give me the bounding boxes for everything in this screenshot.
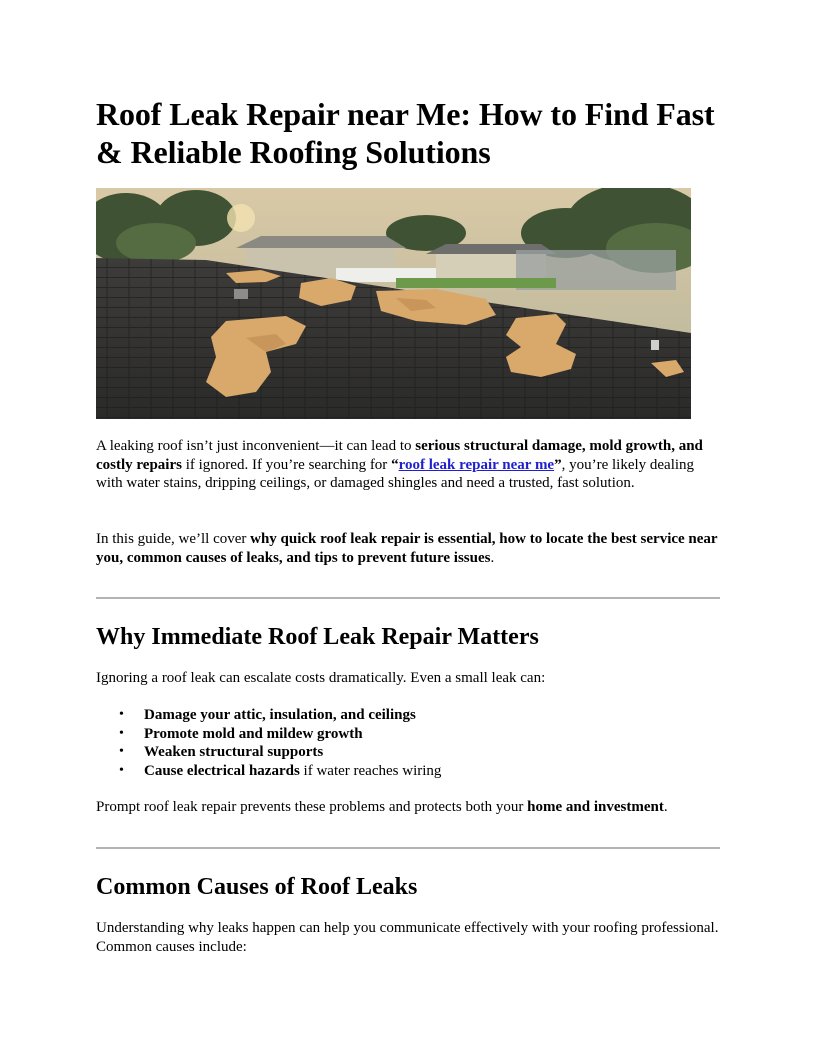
closing-text-1: Prompt roof leak repair prevents these problems and protects both your [96, 799, 528, 815]
intro-quote-open: “ [391, 456, 399, 473]
intro-text-1: A leaking roof isn’t just inconvenient—it can lead to [96, 438, 416, 454]
roof-leak-repair-link[interactable]: roof leak repair near me [398, 456, 555, 473]
bullet-icon: • [119, 725, 124, 741]
list-item-bold: Damage your attic, insulation, and ceilings [144, 707, 416, 723]
bullet-icon: • [119, 744, 124, 759]
guide-text-2: . [490, 549, 495, 566]
damaged-roof-photo [96, 188, 691, 419]
intro-text-3: , you’re likely dealing with water stains, dripping ceilings, or damaged shingles and need a trusted, fast solution. [96, 456, 695, 491]
list-item-bold: Promote mold and mildew growth [144, 725, 363, 742]
title-block [96, 95, 720, 171]
guide-paragraph [96, 530, 720, 567]
section-divider [96, 847, 720, 849]
section2-lead: Understanding why leaks happen can help you communicate effectively with your roofing professional. Common causes include: [96, 920, 719, 955]
section-heading-why: Why Immediate Roof Leak Repair Matters [96, 624, 539, 650]
section1-lead: Ignoring a roof leak can escalate costs dramatically. Even a small leak can: [96, 670, 546, 686]
bullet-icon: • [119, 707, 124, 722]
intro-bold-1: serious structural damage, mold growth, and costly repairs [96, 438, 703, 473]
section-divider [96, 597, 720, 599]
list-item-text: if water reaches wiring [299, 762, 442, 779]
list-item [96, 743, 720, 762]
bullet-icon: • [119, 762, 124, 778]
list-item [96, 762, 720, 781]
list-item-bold: Weaken structural supports [144, 744, 324, 760]
closing-bold-1: home and investment [527, 799, 664, 815]
guide-bold-1: why quick roof leak repair is essential, how to locate the best service near you, common causes of leaks, and tips to prevent future issues [96, 531, 718, 566]
section1-closing [96, 798, 720, 817]
intro-quote-close: ” [554, 456, 562, 473]
closing-text-2: . [663, 799, 668, 815]
section-heading-causes: Common Causes of Roof Leaks [96, 874, 418, 900]
list-item [96, 725, 720, 744]
page-title: Roof Leak Repair near Me: How to Find Fast & Reliable Roofing Solutions [96, 96, 715, 170]
intro-paragraph [96, 437, 720, 493]
consequence-list [96, 706, 720, 780]
hero-image [96, 188, 691, 419]
list-item [96, 706, 720, 725]
guide-text-1: In this guide, we’ll cover [96, 531, 251, 547]
intro-text-2: if ignored. If you’re searching for [181, 456, 392, 473]
list-item-bold: Cause electrical hazards [144, 762, 300, 779]
